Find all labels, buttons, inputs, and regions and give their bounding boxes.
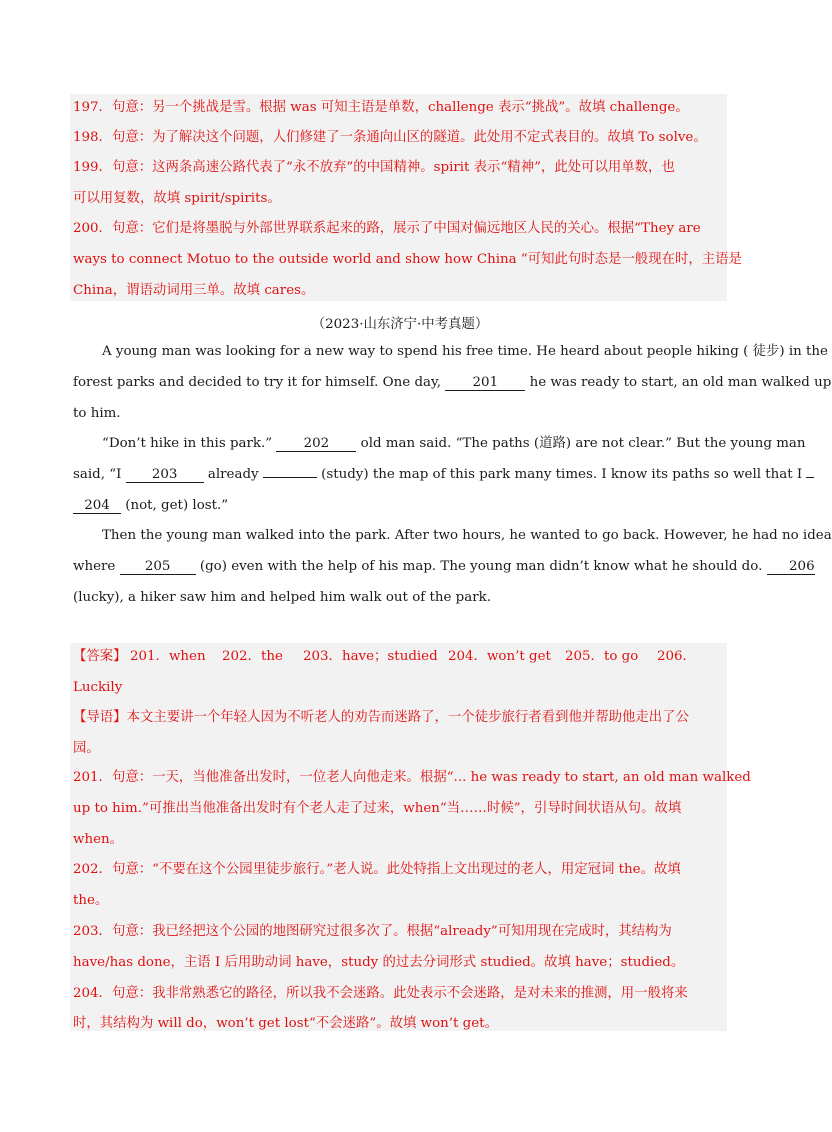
passage-line: to him. <box>73 406 121 421</box>
answer-item: 202．the <box>222 649 283 664</box>
answer-item: 206． <box>657 649 696 664</box>
explanation-box-bottom <box>70 643 727 1031</box>
blank-205: 205 <box>120 559 196 575</box>
guide-line: 【导语】本文主要讲一个年轻人因为不听老人的劝告而迷路了，一个徒步旅行者看到他并帮助他走出了公 <box>73 710 689 725</box>
explanation-line: 202．句意：“不要在这个公园里徒步旅行。”老人说。此处特指上文出现过的老人，用定冠词 the。故填 <box>73 862 681 877</box>
passage-line: where 205 (go) even with the help of his map. The young man didn’t know what he should do. 206 <box>73 559 815 574</box>
explanation-line: the。 <box>73 893 109 908</box>
explanation-line: 200．句意：它们是将墨脱与外部世界联系起来的路，展示了中国对偏远地区人民的关心。根据“They are <box>73 221 701 236</box>
explanation-line: when。 <box>73 832 124 847</box>
explanation-line: 198．句意：为了解决这个问题，人们修建了一条通向山区的隧道。此处用不定式表目的。故填 To solve。 <box>73 130 707 145</box>
explanation-line: up to him.”可推出当他准备出发时有个老人走了过来，when“当……时候”，引导时间状语从句。故填 <box>73 801 682 816</box>
explanation-line: 204．句意：我非常熟悉它的路径，所以我不会迷路。此处表示不会迷路，是对未来的推测，用一般将来 <box>73 986 688 1001</box>
answer-item: 203．have；studied <box>303 649 438 664</box>
passage-line: forest parks and decided to try it for himself. One day, 201 he was ready to start, an old man walked up <box>73 375 832 390</box>
passage-line: A young man was looking for a new way to spend his free time. He heard about people hiking ( 徒步) in the <box>102 344 828 359</box>
blank-202: 202 <box>276 436 356 452</box>
passage-line: (lucky), a hiker saw him and helped him walk out of the park. <box>73 590 491 605</box>
explanation-line: 201．句意：一天，当他准备出发时，一位老人向他走来。根据“... he was ready to start, an old man walked <box>73 770 751 785</box>
passage-line: Then the young man walked into the park. After two hours, he wanted to go back. However, he had no idea <box>102 528 832 543</box>
blank-206: 206 <box>767 559 815 575</box>
explanation-line: ways to connect Motuo to the outside world and show how China ”可知此句时态是一般现在时，主语是 <box>73 252 742 267</box>
passage-line: said, “I 203 already (study) the map of this park many times. I know its paths so well that I <box>73 466 814 484</box>
explanation-line: 时，其结构为 will do，won’t get lost“不会迷路”。故填 won’t get。 <box>73 1016 498 1031</box>
explanation-line: 203．句意：我已经把这个公园的地图研究过很多次了。根据“already”可知用现在完成时，其结构为 <box>73 924 672 939</box>
blank-203: 203 <box>126 467 204 483</box>
answer-item: 205．to go <box>565 649 639 664</box>
explanation-line: 199．句意：这两条高速公路代表了“永不放弃”的中国精神。spirit 表示“精神”，此处可以用单数，也 <box>73 160 675 175</box>
explanation-line: have/has done，主语 I 后用助动词 have，study 的过去分词形式 studied。故填 have；studied。 <box>73 955 685 970</box>
guide-line: 园。 <box>73 741 100 756</box>
explanation-line: 197．句意：另一个挑战是雪。根据 was 可知主语是单数，challenge 表示“挑战”。故填 challenge。 <box>73 100 689 115</box>
answer-item: Luckily <box>73 680 123 695</box>
passage-source: （2023·山东济宁·中考真题） <box>311 317 489 332</box>
explanation-line: China，谓语动词用三单。故填 cares。 <box>73 283 315 298</box>
blank-204-start <box>806 477 814 478</box>
blank-203b <box>263 477 317 478</box>
explanation-line: 可以用复数，故填 spirit/spirits。 <box>73 191 281 206</box>
answer-label: 【答案】 <box>73 649 127 664</box>
blank-201: 201 <box>445 375 525 391</box>
answer-item: 204．won’t get <box>448 649 551 664</box>
passage-line: “Don’t hike in this park.” 202 old man said. “The paths (道路) are not clear.” But the young man <box>102 436 806 451</box>
blank-204: 204 <box>73 498 121 514</box>
passage-line: 204 (not, get) lost.” <box>73 497 228 515</box>
answer-item: 201．when <box>130 649 206 664</box>
